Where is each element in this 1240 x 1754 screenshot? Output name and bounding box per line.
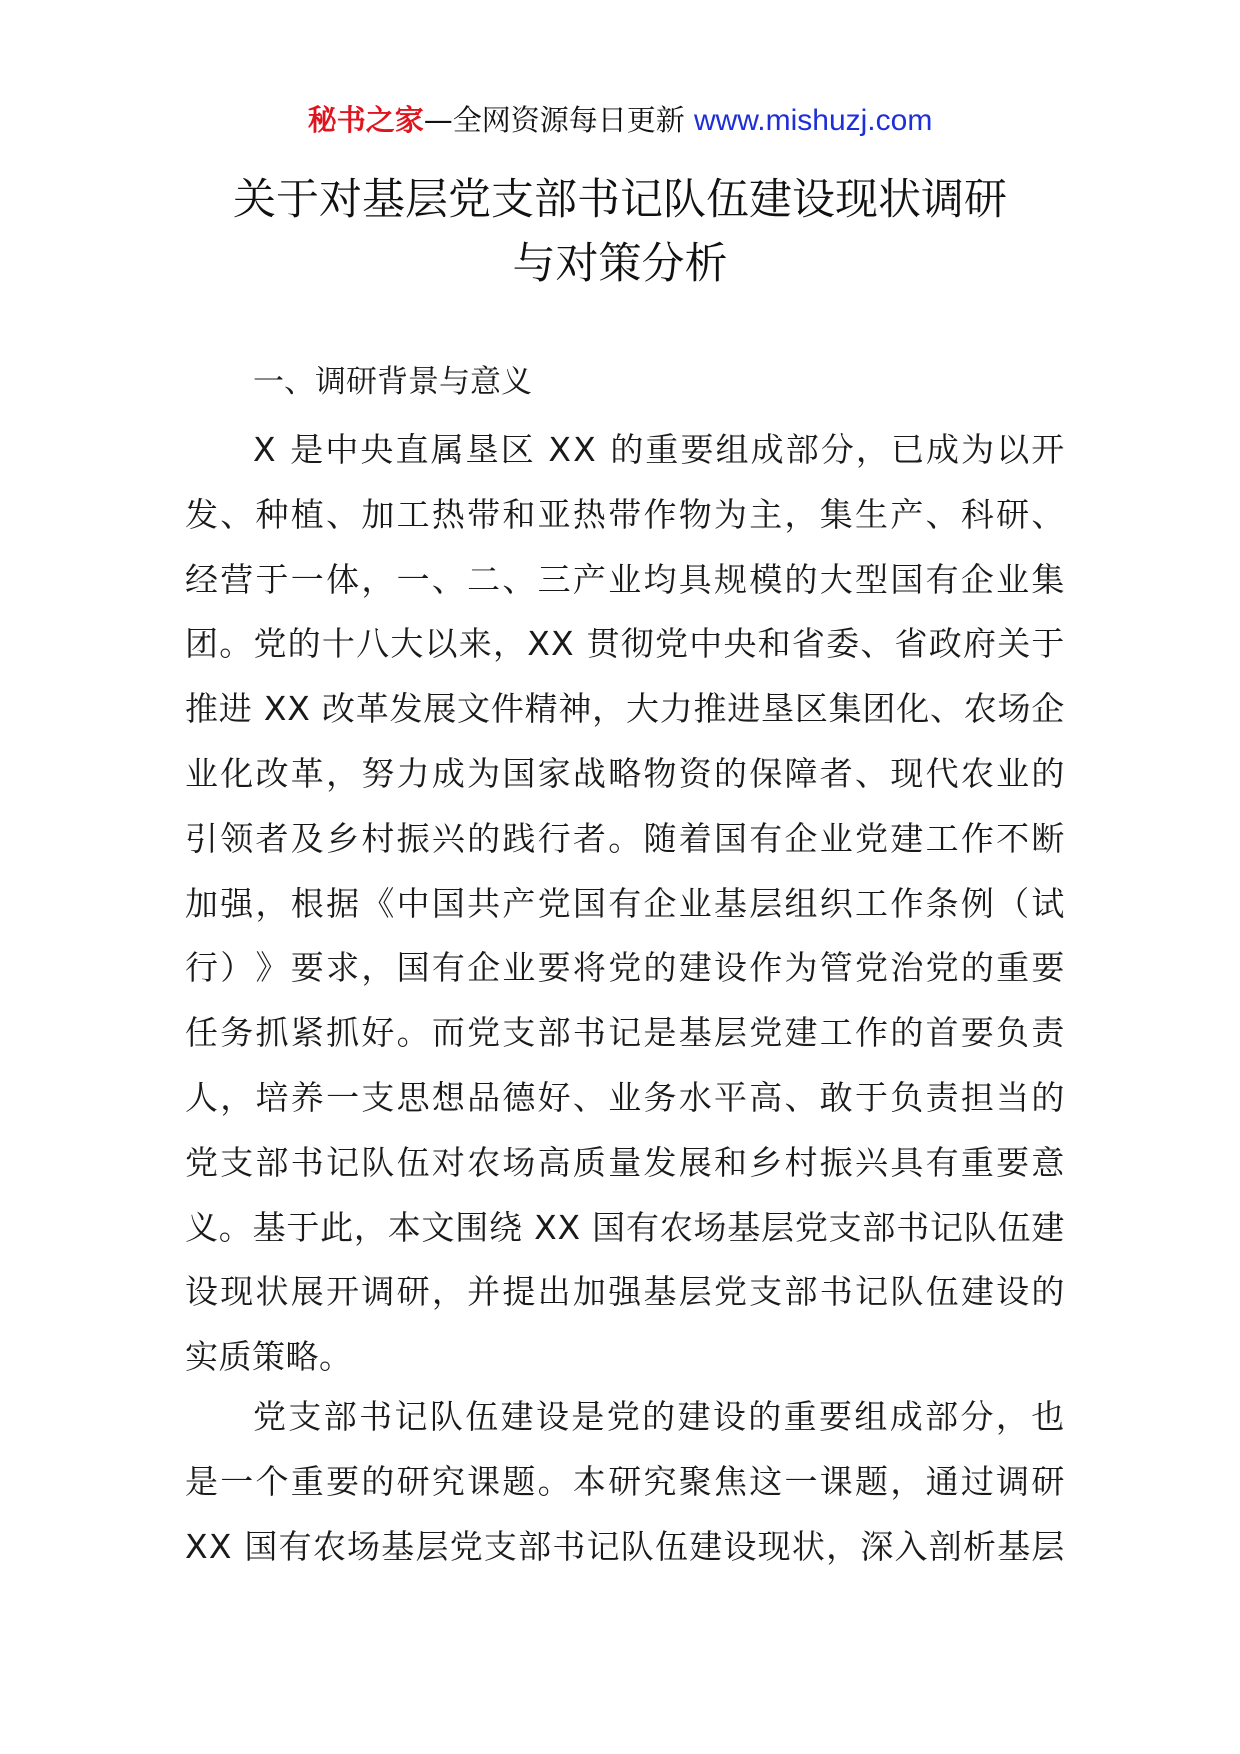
paragraph-2: [185, 1385, 1065, 1579]
paragraph-line: 党 支 部 书 记 队 伍 对 农 场 高 质 量 发 展 和 乡 村 振 兴 具 有 重 要 意: [185, 1142, 1065, 1182]
paragraph-line: 是 一 个 重 要 的 研 究 课 题 。 本 研 究 聚 焦 这 一 课 题 ， 通 过 调 研: [185, 1461, 1065, 1501]
paragraph-line: 团 。 党 的 十 八 大 以 来 ， X X 贯 彻 党 中 央 和 省 委 、 省 政 府 关 于: [185, 624, 1065, 664]
site-banner: [0, 100, 1240, 141]
paragraph-line: 党 支 部 书 记 队 伍 建 设 是 党 的 建 设 的 重 要 组 成 部 分 ， 也: [253, 1397, 1065, 1436]
title-line-2: 与对策分析: [512, 239, 728, 289]
paragraph-line: 经 营 于 一 体 ， 一 、 二 、 三 产 业 均 具 规 模 的 大 型 国 有 企 业 集: [185, 559, 1065, 599]
paragraph-line: 义 。 基 于 此 ， 本 文 围 绕 X X 国 有 农 场 基 层 党 支 部 书 记 队 伍 建: [185, 1207, 1065, 1247]
paragraph-line: 行 ） 》 要 求 ， 国 有 企 业 要 将 党 的 建 设 作 为 管 党 治 党 的 重 要: [185, 948, 1065, 988]
paragraph-line: 推 进 X X 改 革 发 展 文 件 精 神 ， 大 力 推 进 垦 区 集 团 化 、 农 场 企: [185, 689, 1065, 729]
paragraph-line: 加 强 ， 根 据 《 中 国 共 产 党 国 有 企 业 基 层 组 织 工 作 条 例 （ 试: [185, 883, 1065, 923]
paragraph-line: 设 现 状 展 开 调 研 ， 并 提 出 加 强 基 层 党 支 部 书 记 队 伍 建 设 的: [185, 1272, 1065, 1312]
banner-tagline: —全网资源每日更新: [423, 103, 685, 137]
paragraph-line: 发 、 种 植 、 加 工 热 带 和 亚 热 带 作 物 为 主 ， 集 生 产 、 科 研 、: [185, 494, 1065, 534]
paragraph-line: 业 化 改 革 ， 努 力 成 为 国 家 战 略 物 资 的 保 障 者 、 现 代 农 业 的: [185, 753, 1065, 793]
paragraph-line: 引 领 者 及 乡 村 振 兴 的 践 行 者 。 随 着 国 有 企 业 党 建 工 作 不 断: [185, 818, 1065, 858]
site-url-link[interactable]: www.mishuzj.com: [693, 104, 933, 137]
paragraph-1: [185, 418, 1065, 1390]
section-heading: 一、调研背景与意义: [253, 364, 532, 400]
paragraph-line: X X 国 有 农 场 基 层 党 支 部 书 记 队 伍 建 设 现 状 ， 深 入 剖 析 基 层: [185, 1526, 1065, 1566]
brand-name: 秘书之家: [307, 103, 424, 137]
paragraph-line: X 是 中 央 直 属 垦 区 X X 的 重 要 组 成 部 分 ， 已 成 为 以 开: [253, 430, 1065, 469]
paragraph-line: 人 ， 培 养 一 支 思 想 品 德 好 、 业 务 水 平 高 、 敢 于 负 责 担 当 的: [185, 1077, 1065, 1117]
title-line-1: 关于对基层党支部书记队伍建设现状调研: [233, 175, 1007, 225]
paragraph-line: 任 务 抓 紧 抓 好 。 而 党 支 部 书 记 是 基 层 党 建 工 作 的 首 要 负 责: [185, 1013, 1065, 1053]
paragraph-line: 实质策略。: [185, 1337, 353, 1377]
document-title: [140, 168, 1100, 296]
